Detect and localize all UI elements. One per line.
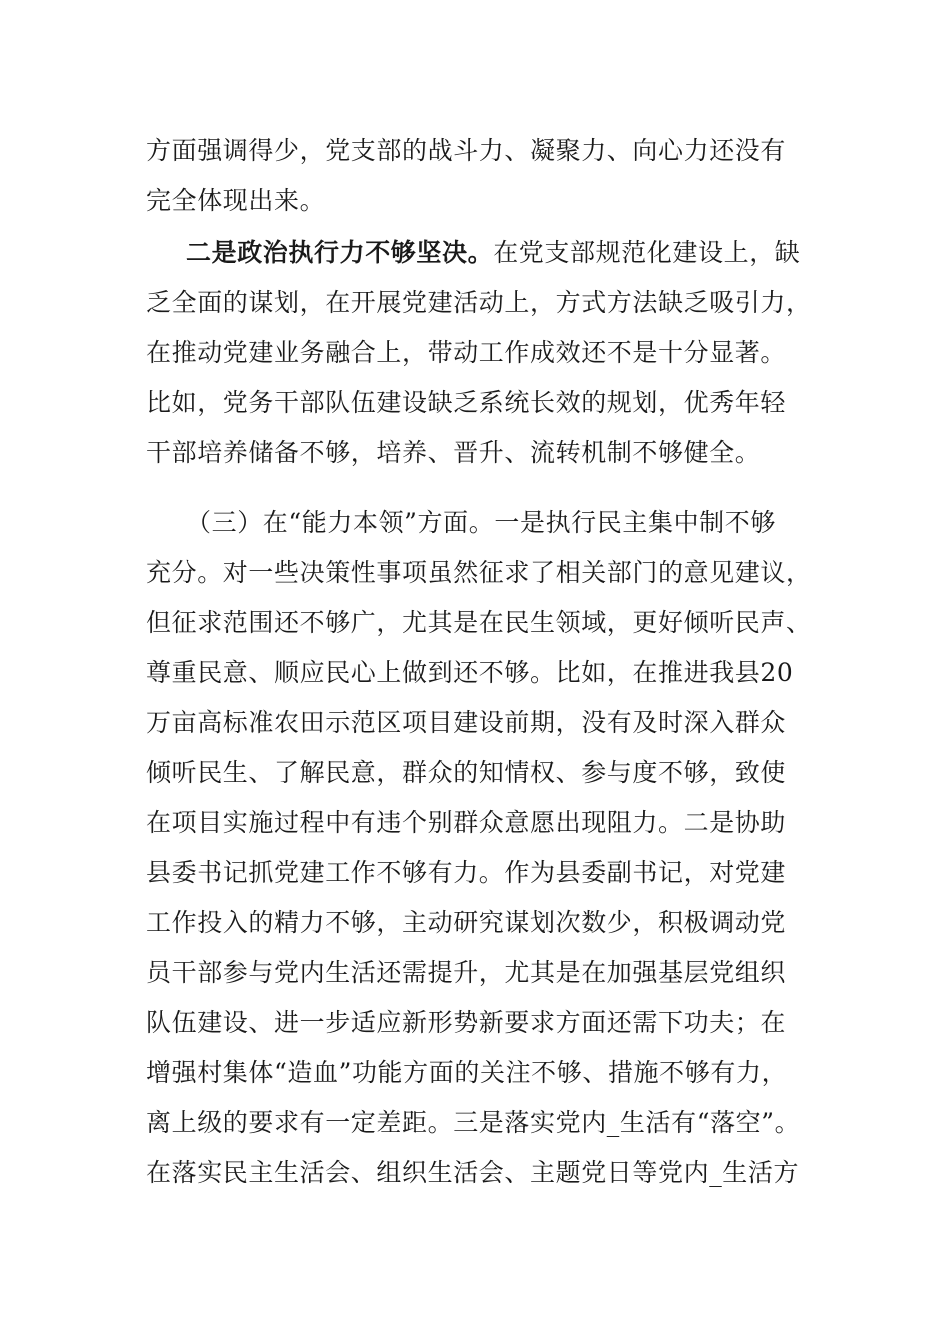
body-text-line: 离上级的要求有一定差距。三是落实党内_生活有“落空”。 [146, 1108, 801, 1137]
body-text-line: 但征求范围还不够广，尤其是在民生领域，更好倾听民声、 [146, 608, 812, 637]
section-heading-line: （三）在“能力本领”方面。一是执行民主集中制不够 [186, 508, 776, 537]
body-text-line: 工作投入的精力不够，主动研究谋划次数少，积极调动党 [146, 908, 787, 937]
body-text-line: 乏全面的谋划，在开展党建活动上，方式方法缺乏吸引力， [146, 288, 812, 317]
body-text-line: 在推动党建业务融合上，带动工作成效还不是十分显著。 [146, 338, 787, 367]
paragraph-line [186, 238, 800, 268]
body-text-line: 增强村集体“造血”功能方面的关注不够、措施不够有力， [146, 1058, 788, 1087]
body-text-line: 方面强调得少，党支部的战斗力、凝聚力、向心力还没有 [146, 136, 787, 165]
body-text-line: 充分。对一些决策性事项虽然征求了相关部门的意见建议， [146, 558, 812, 587]
body-text-line: 在项目实施过程中有违个别群众意愿出现阻力。二是协助 [146, 808, 787, 837]
body-text-span: 在党支部规范化建设上，缺 [493, 238, 801, 267]
body-text-line: 完全体现出来。 [146, 186, 326, 215]
body-text-line: 干部培养储备不够，培养、晋升、流转机制不够健全。 [146, 438, 761, 467]
body-text-line: 队伍建设、进一步适应新形势新要求方面还需下功夫；在 [146, 1008, 787, 1037]
body-text-line: 尊重民意、顺应民心上做到还不够。比如，在推进我县20 [146, 658, 794, 687]
body-text-line: 比如，党务干部队伍建设缺乏系统长效的规划，优秀年轻 [146, 388, 787, 417]
body-text-line: 万亩高标准农田示范区项目建设前期，没有及时深入群众 [146, 708, 787, 737]
body-text-line: 员干部参与党内生活还需提升，尤其是在加强基层党组织 [146, 958, 787, 987]
body-text-line: 在落实民主生活会、组织生活会、主题党日等党内_生活方 [146, 1158, 800, 1187]
body-text-line: 倾听民生、了解民意，群众的知情权、参与度不够，致使 [146, 758, 787, 787]
body-text-line: 县委书记抓党建工作不够有力。作为县委副书记，对党建 [146, 858, 787, 887]
section-heading-bold: 二是政治执行力不够坚决。 [186, 238, 494, 267]
